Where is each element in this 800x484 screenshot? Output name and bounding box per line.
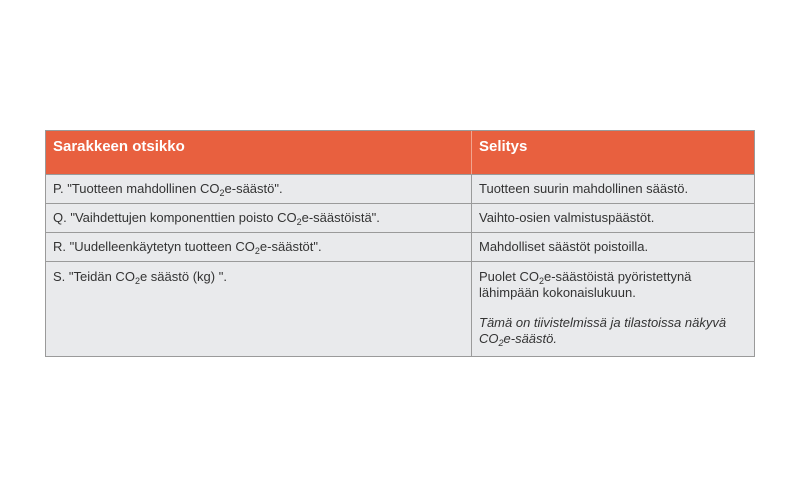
column-title-cell: P. "Tuotteen mahdollinen $CO_2e$-säästö". bbox=[46, 175, 472, 203]
explanation-note: Tämä on tiivistelmissä ja tilastoissa näkyvä $CO_2e$-säästö. bbox=[479, 315, 727, 348]
table-row bbox=[46, 232, 754, 261]
explanation-line: Puolet $CO_2e$-säästöistä pyöristettynä bbox=[479, 269, 692, 286]
header-column-title: Sarakkeen otsikko bbox=[46, 131, 472, 174]
explanation-cell: Tuotteen suurin mahdollinen säästö. bbox=[479, 181, 689, 196]
column-title-cell: S. "Teidän $CO_2e$ säästö (kg) ". bbox=[46, 262, 472, 356]
table-row bbox=[46, 261, 754, 356]
header-explanation: Selitys bbox=[479, 138, 528, 155]
explanation-cell: Vaihto-osien valmistuspäästöt. bbox=[479, 210, 655, 225]
explanation-line: lähimpään kokonaislukuun. bbox=[479, 285, 636, 300]
column-title-cell: R. "Uudelleenkäytetyn tuotteen $CO_2e$-säästöt". bbox=[46, 233, 472, 261]
data-table bbox=[45, 130, 755, 357]
explanation-cell bbox=[472, 262, 754, 356]
explanation-cell: Mahdolliset säästöt poistoilla. bbox=[479, 239, 649, 254]
column-title-cell: Q. "Vaihdettujen komponenttien poisto $CO_2e$-säästöistä". bbox=[46, 204, 472, 232]
table-row bbox=[46, 203, 754, 232]
table-row bbox=[46, 174, 754, 203]
table-header-row bbox=[46, 131, 754, 174]
